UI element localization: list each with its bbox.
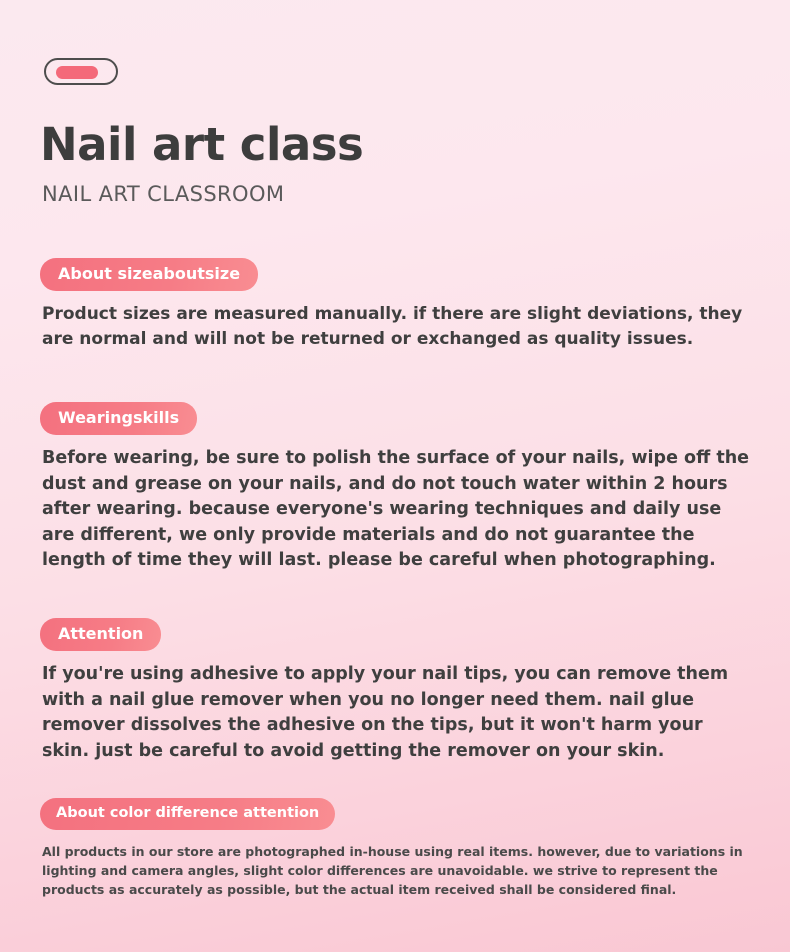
pill-logo-icon — [44, 58, 118, 85]
section-color-difference — [40, 798, 752, 899]
section-text-color-difference: All products in our store are photographed in-house using real items. however, due to variations in lighting and camera angles, slight color differences are unavoidable. we strive to represent the products as accurately as possible, but the actual item received shall be considered final. — [42, 843, 743, 897]
section-about-size — [40, 258, 752, 352]
header — [40, 120, 740, 206]
section-wearing-skills — [40, 402, 752, 574]
section-tag-wearing-skills: Wearingskills — [40, 402, 197, 435]
page-title: Nail art class — [40, 118, 364, 171]
section-text-wearing-skills: Before wearing, be sure to polish the surface of your nails, wipe off the dust and grease on your nails, and do not touch water within 2 hours after wearing. because everyone's wearing techniques and daily use are different, we only provide materials and do not guarantee the length of time they will last. please be careful when photographing. — [42, 448, 750, 571]
section-tag-color-difference: About color difference attention — [40, 798, 335, 830]
page-subtitle: NAIL ART CLASSROOM — [42, 181, 285, 206]
pill-logo-inner-icon — [56, 66, 98, 79]
section-tag-about-size: About sizeaboutsize — [40, 258, 258, 291]
section-tag-attention: Attention — [40, 618, 161, 651]
section-text-attention: If you're using adhesive to apply your nail tips, you can remove them with a nail glue remover when you no longer need them. nail glue remover dissolves the adhesive on the tips, but it won't harm your skin. just be careful to avoid getting the remover on your skin. — [42, 664, 729, 761]
section-text-about-size: Product sizes are measured manually. if there are slight deviations, they are normal and will not be returned or exchanged as quality issues. — [42, 304, 743, 349]
section-attention — [40, 618, 752, 764]
